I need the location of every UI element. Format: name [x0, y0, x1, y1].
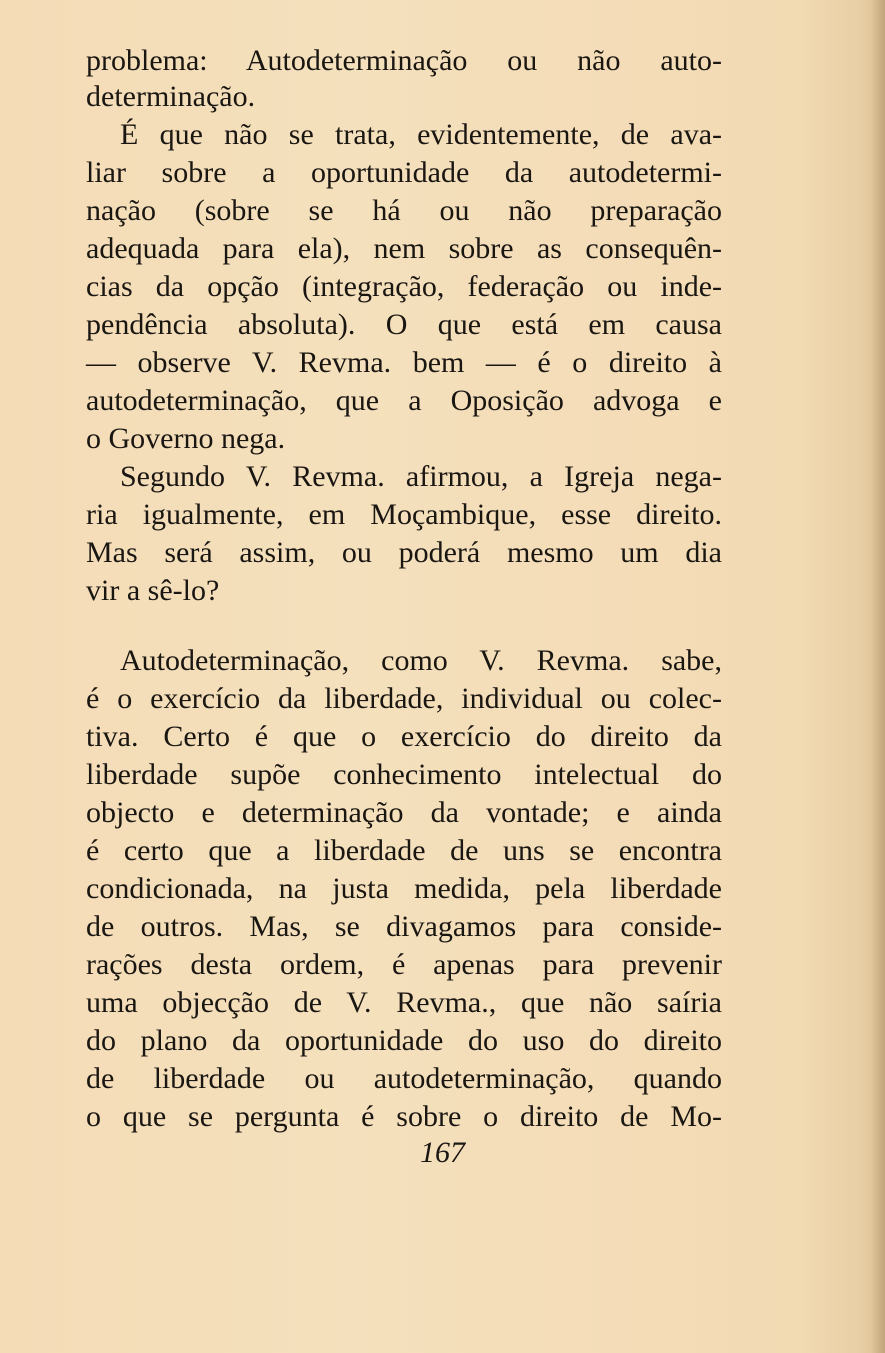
page-number: 167: [420, 1136, 465, 1169]
text-line: liberdade supõe conhecimento intelectual do: [86, 758, 722, 791]
text-line: Mas será assim, ou poderá mesmo um dia: [86, 536, 722, 569]
text-line: objecto e determinação da vontade; e ainda: [86, 796, 722, 829]
text-line: autodeterminação, que a Oposição advoga e: [86, 384, 722, 417]
text-line: ria igualmente, em Moçambique, esse direito.: [86, 498, 722, 531]
text-line: uma objecção de V. Revma., que não saíria: [86, 986, 722, 1019]
text-line: o que se pergunta é sobre o direito de Mo-: [86, 1100, 722, 1133]
text-line: É que não se trata, evidentemente, de ava-: [120, 118, 722, 151]
text-line: condicionada, na justa medida, pela liberdade: [86, 872, 722, 905]
text-line: rações desta ordem, é apenas para prevenir: [86, 948, 722, 981]
text-line: pendência absoluta). O que está em causa: [86, 308, 722, 341]
text-line: de outros. Mas, se divagamos para conside-: [86, 910, 722, 943]
text-line: vir a sê-lo?: [86, 574, 220, 607]
text-line: o Governo nega.: [86, 422, 286, 455]
text-line: tiva. Certo é que o exercício do direito da: [86, 720, 722, 753]
text-line: liar sobre a oportunidade da autodetermi-: [86, 156, 722, 189]
text-line: problema: Autodeterminação ou não auto-: [86, 44, 722, 77]
text-line: de liberdade ou autodeterminação, quando: [86, 1062, 722, 1095]
text-line: cias da opção (integração, federação ou inde-: [86, 270, 722, 303]
text-line: Segundo V. Revma. afirmou, a Igreja nega-: [120, 460, 722, 493]
text-line: nação (sobre se há ou não preparação: [86, 194, 722, 227]
text-line: Autodeterminação, como V. Revma. sabe,: [120, 644, 722, 677]
text-line: — observe V. Revma. bem — é o direito à: [86, 346, 722, 379]
text-line: do plano da oportunidade do uso do direito: [86, 1024, 722, 1057]
text-line: é certo que a liberdade de uns se encontra: [86, 834, 722, 867]
text-line: adequada para ela), nem sobre as consequên-: [86, 232, 722, 265]
text-line: determinação.: [86, 80, 256, 113]
text-line: é o exercício da liberdade, individual ou colec-: [86, 682, 722, 715]
